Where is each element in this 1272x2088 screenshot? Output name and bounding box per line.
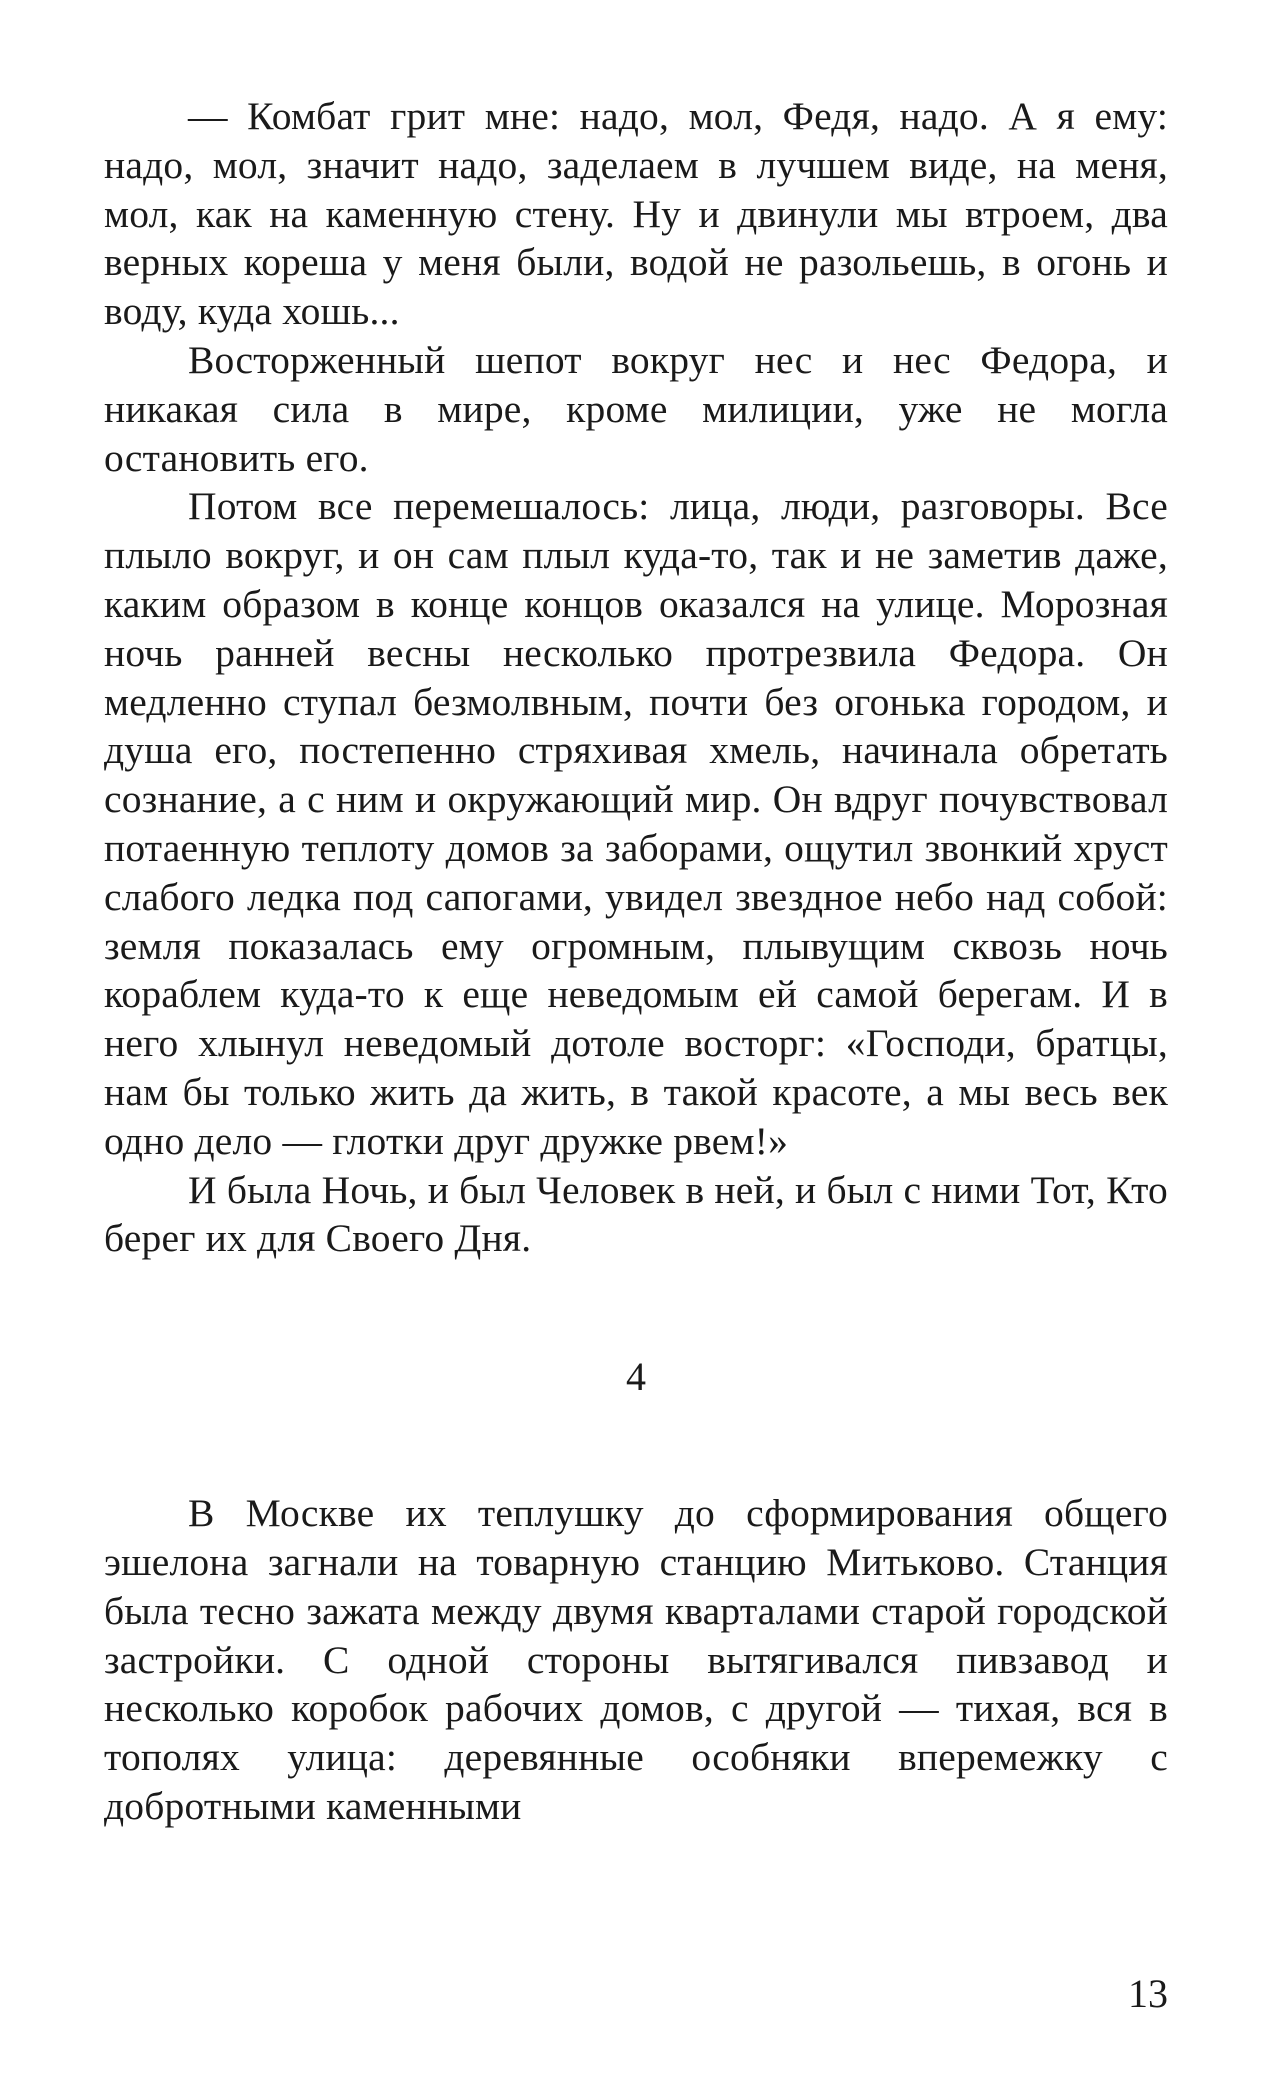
paragraph: Потом все перемешалось: лица, люди, разговоры. Все плыло вокруг, и он сам плыл куда-то, так и не заметив даже, каким образом в конце концов оказался на улице. Морозная ночь ранней весны несколько протрезвила Федора. Он медленно ступал безмолвным, почти без огонька городом, и душа его, постепенно стряхивая хмель, начинала обретать сознание, а с ним и окружающий мир. Он вдруг почувствовал потаенную теплоту домов за заборами, ощутил звонкий хруст слабого ледка под сапогами, увидел звездное небо над собой: земля показалась ему огромным, плывущим сквозь ночь кораблем куда-то к еще неведомым ей самой берегам. И в него хлынул неведомый дотоле восторг: «Господи, братцы, нам бы только жить да жить, в такой красоте, а мы весь век одно дело — глотки друг дружке рвем!»	[104, 484, 1168, 1163]
chapter-number: 4	[626, 1354, 646, 1400]
page-body	[104, 92, 1168, 1831]
paragraph: И была Ночь, и был Человек в ней, и был с ними Тот, Кто берег их для Своего Дня.	[104, 1167, 1168, 1261]
paragraph: В Москве их теплушку до сформирования общего эшелона загнали на товарную станцию Митьково. Станция была тесно зажата между двумя кварталами старой городской застройки. С одной стороны вытягивался пивзавод и несколько коробок рабочих домов, с другой — тихая, вся в тополях улица: деревянные особняки вперемежку с добротными каменными	[104, 1491, 1168, 1828]
paragraph: — Комбат грит мне: надо, мол, Федя, надо. А я ему: надо, мол, значит надо, заделаем в лучшем виде, на меня, мол, как на каменную стену. Ну и двинули мы втроем, два верных кореша у меня были, водой не разольешь, в огонь и воду, куда хошь...	[104, 94, 1168, 334]
paragraph: Восторженный шепот вокруг нес и нес Федора, и никакая сила в мире, кроме милиции, уже не могла остановить его.	[104, 337, 1168, 480]
page-number: 13	[1128, 1971, 1168, 2016]
